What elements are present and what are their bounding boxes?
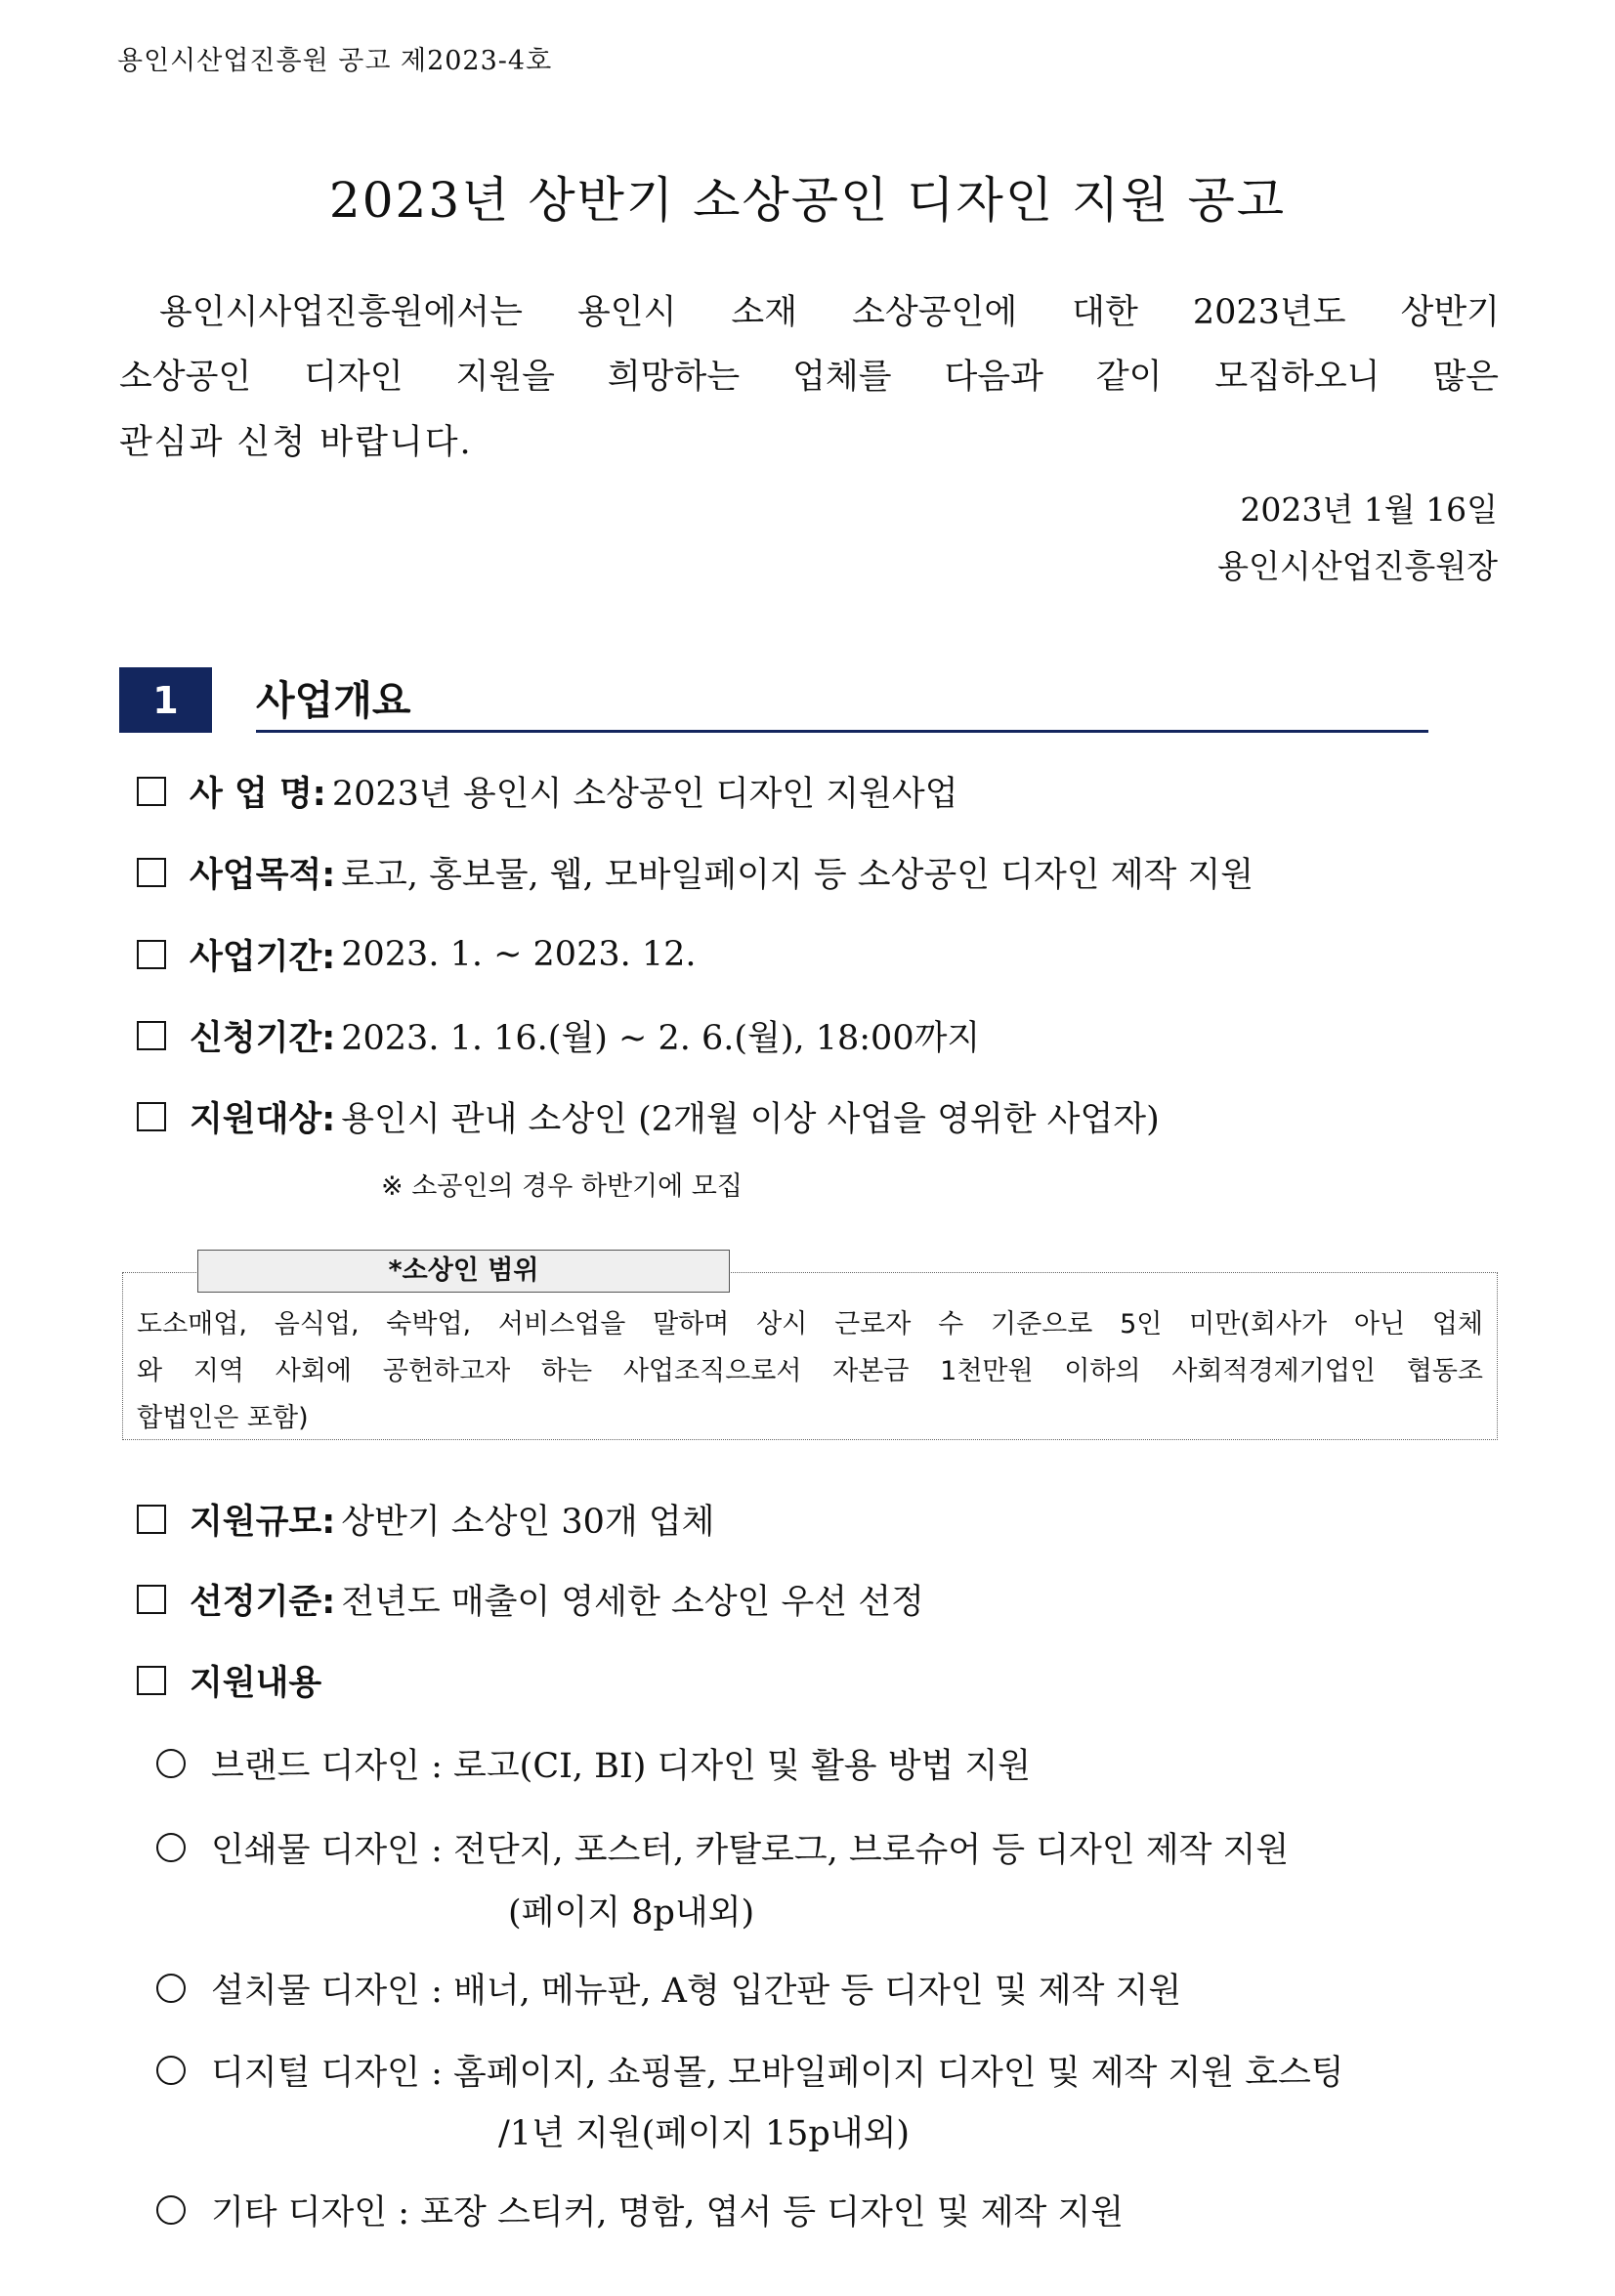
- circle-bullet-icon: [156, 2195, 186, 2225]
- item-label: 사 업 명:: [190, 775, 326, 814]
- intro-line-1: 용인시사업진흥원에서는 용인시 소재 소상공인에 대한 2023년도 상반기: [159, 293, 1500, 332]
- checkbox-square-icon: [137, 1102, 166, 1131]
- item-value: 2023년 용인시 소상공인 디자인 지원사업: [331, 775, 958, 814]
- scope-box-line-3: 합법인은 포함): [137, 1403, 309, 1433]
- circle-bullet-icon: [156, 1749, 186, 1778]
- scope-box-line-1: 도소매업, 음식업, 숙박업, 서비스업을 말하며 상시 근로자 수 기준으로 5인 미만(회사가 아닌 업체: [137, 1309, 1483, 1339]
- item-project-name: [137, 767, 958, 816]
- scope-box-heading: *소상인 범위: [197, 1250, 730, 1293]
- item-label: 선정기준:: [190, 1583, 336, 1622]
- checkbox-square-icon: [137, 1666, 166, 1695]
- support-other-design: [156, 2186, 1124, 2234]
- item-value: 2023. 1. ~ 2023. 12.: [341, 935, 697, 974]
- checkbox-square-icon: [137, 777, 166, 806]
- scope-box-line-2: 와 지역 사회에 공헌하고자 하는 사업조직으로서 자본금 1천만원 이하의 사회적경제기업인 협동조: [137, 1356, 1483, 1386]
- support-brand-design: [156, 1739, 1031, 1788]
- checkbox-square-icon: [137, 1505, 166, 1534]
- checkbox-square-icon: [137, 1021, 166, 1050]
- checkbox-square-icon: [137, 940, 166, 969]
- item-project-period: [137, 930, 697, 979]
- circle-bullet-icon: [156, 1833, 186, 1862]
- support-desc: 로고(CI, BI) 디자인 및 활용 방법 지원: [453, 1747, 1032, 1786]
- announcement-date: 2023년 1월 16일: [1240, 490, 1498, 529]
- support-name: 기타 디자인 :: [211, 2193, 410, 2232]
- support-print-design: [156, 1823, 1289, 1872]
- item-value: 2023. 1. 16.(월) ~ 2. 6.(월), 18:00까지: [341, 1019, 981, 1058]
- item-label: 지원규모:: [190, 1503, 336, 1542]
- item-label: 신청기간:: [190, 1019, 336, 1058]
- item-value: 상반기 소상인 30개 업체: [341, 1503, 715, 1542]
- checkbox-square-icon: [137, 1585, 166, 1614]
- support-desc-continued: (페이지 8p내외): [508, 1893, 755, 1933]
- support-desc-continued: /1년 지원(페이지 15p내외): [498, 2114, 911, 2153]
- circle-bullet-icon: [156, 1974, 186, 2003]
- support-name: 브랜드 디자인 :: [211, 1747, 443, 1786]
- support-desc: 포장 스티커, 명함, 엽서 등 디자인 및 제작 지원: [420, 2193, 1125, 2232]
- item-label: 사업목적:: [190, 856, 336, 895]
- section-title: 사업개요: [256, 677, 411, 724]
- page-title: 2023년 상반기 소상공인 디자인 지원 공고: [328, 172, 1287, 229]
- support-digital-design: [156, 2046, 1344, 2095]
- item-eligibility: [137, 1092, 1160, 1141]
- item-project-purpose: [137, 848, 1254, 897]
- support-installation-design: [156, 1964, 1181, 2013]
- support-desc: 홈페이지, 쇼핑몰, 모바일페이지 디자인 및 제작 지원 호스팅: [453, 2054, 1344, 2093]
- item-application-period: [137, 1011, 980, 1060]
- support-name: 디지털 디자인 :: [211, 2054, 443, 2093]
- intro-line-3: 관심과 신청 바랍니다.: [119, 423, 473, 462]
- eligibility-note: ※ 소공인의 경우 하반기에 모집: [381, 1171, 743, 1202]
- item-label: 지원대상:: [190, 1100, 336, 1139]
- item-value: 로고, 홍보물, 웹, 모바일페이지 등 소상공인 디자인 제작 지원: [341, 856, 1254, 895]
- circle-bullet-icon: [156, 2056, 186, 2085]
- issuer: 용인시산업진흥원장: [1217, 547, 1498, 585]
- item-value: 전년도 매출이 영세한 소상인 우선 선정: [341, 1583, 924, 1622]
- item-label: 지원내용: [190, 1664, 322, 1703]
- support-name: 설치물 디자인 :: [211, 1972, 443, 2011]
- support-desc: 배너, 메뉴판, A형 입간판 등 디자인 및 제작 지원: [453, 1972, 1182, 2011]
- item-selection-criteria: [137, 1575, 924, 1624]
- item-label: 사업기간:: [190, 938, 336, 977]
- support-desc: 전단지, 포스터, 카탈로그, 브로슈어 등 디자인 제작 지원: [453, 1831, 1290, 1870]
- intro-line-2: 소상공인 디자인 지원을 희망하는 업체를 다음과 같이 모집하오니 많은: [119, 358, 1499, 397]
- section-underline: [256, 730, 1428, 733]
- item-value: 용인시 관내 소상인 (2개월 이상 사업을 영위한 사업자): [341, 1100, 1160, 1139]
- item-support-content: [137, 1656, 321, 1705]
- section-number-badge: 1: [119, 667, 212, 733]
- checkbox-square-icon: [137, 858, 166, 887]
- notice-number: 용인시산업진흥원 공고 제2023-4호: [117, 46, 553, 76]
- support-name: 인쇄물 디자인 :: [211, 1831, 443, 1870]
- item-support-scale: [137, 1495, 714, 1544]
